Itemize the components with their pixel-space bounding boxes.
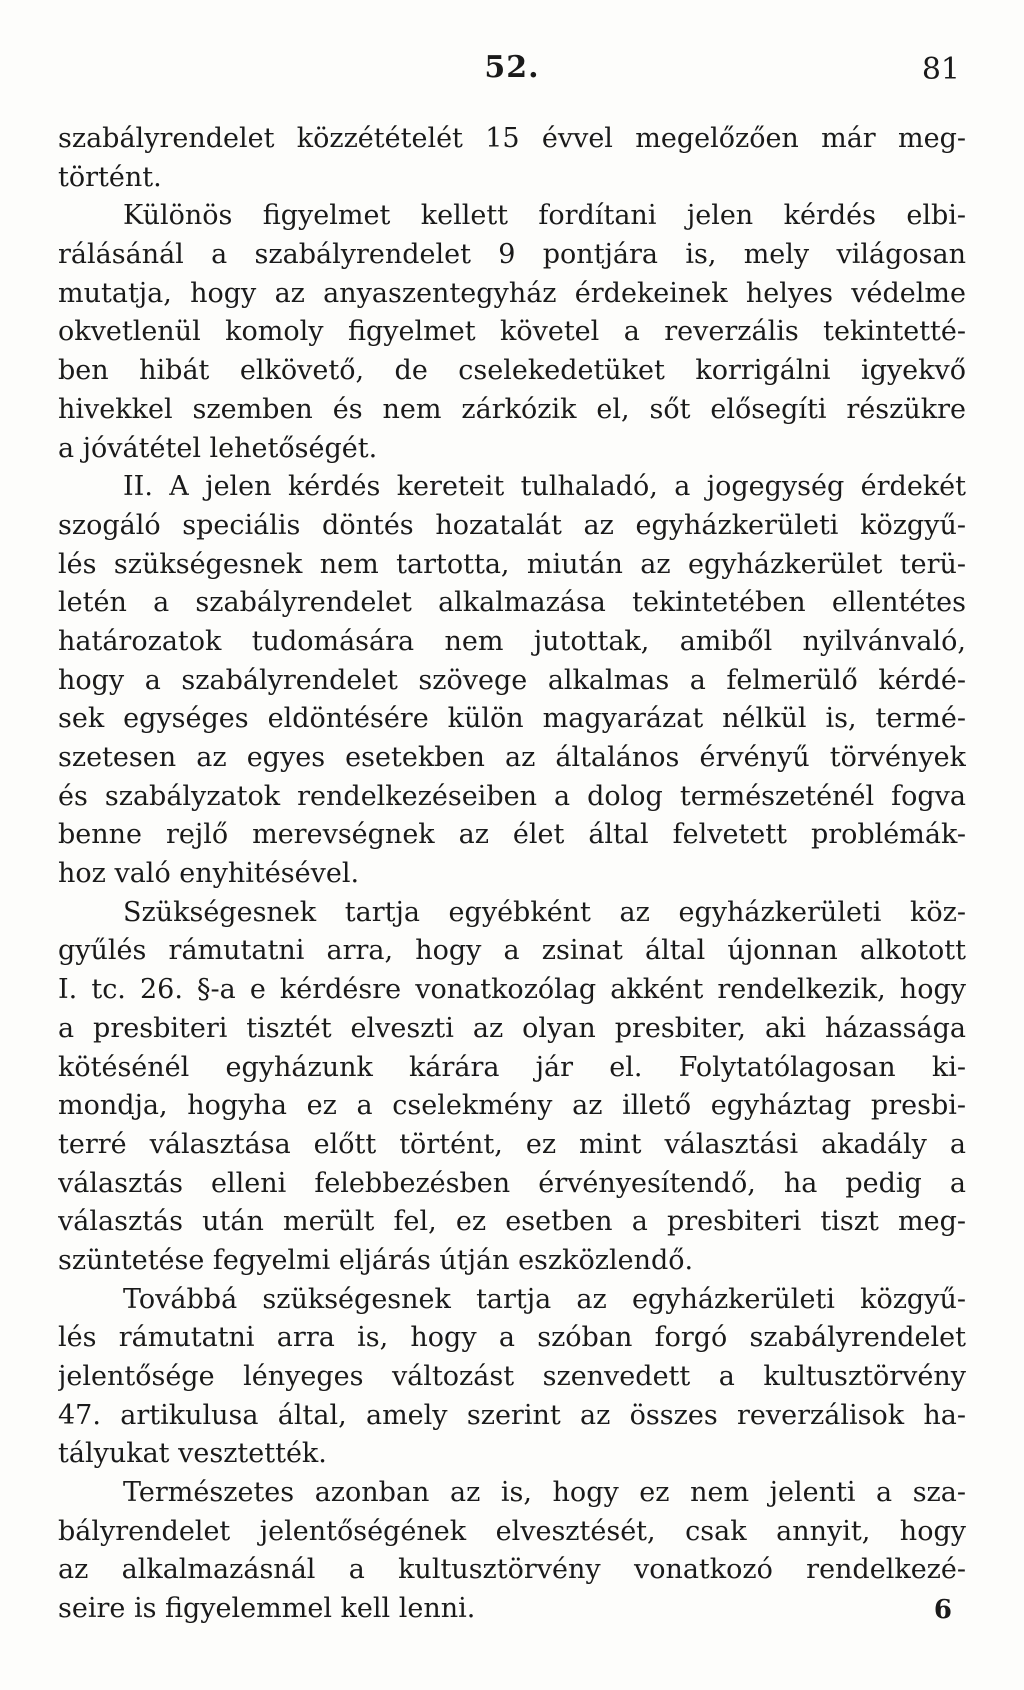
text-line: terré választása előtt történt, ez mint választási akadály a (58, 1128, 966, 1160)
text-line: és szabályzatok rendelkezéseiben a dolog természeténél fogva (58, 780, 966, 812)
text-line: jelentősége lényeges változást szenvedett a kultusztörvény (58, 1361, 966, 1392)
text-line: választás után merült fel, ez esetben a presbiteri tiszt meg- (58, 1206, 966, 1238)
text-line: szogáló speciális döntés hozatalát az egyházkerületi közgyű- (58, 509, 966, 541)
text-line: Szükségesnek tartja egyébként az egyházkerületi köz- (123, 896, 966, 928)
text-line: tályukat vesztették. (58, 1438, 327, 1470)
text-line: szüntetése fegyelmi eljárás útján eszközlendő. (58, 1244, 694, 1276)
signature-mark: 6 (933, 1595, 952, 1625)
text-line: rálásánál a szabályrendelet 9 pontjára is, mely világosan (58, 239, 966, 271)
text-line: seire is figyelemmel kell lenni. (58, 1593, 476, 1625)
text-line: a presbiteri tisztét elveszti az olyan presbiter, aki házassága (58, 1012, 966, 1044)
text-line: Különös figyelmet kellett fordítani jelen kérdés elbi- (123, 200, 966, 232)
text-line: II. A jelen kérdés kereteit tulhaladó, a jogegység érdekét (123, 471, 966, 503)
text-line: Továbbá szükségesnek tartja az egyházkerületi közgyű- (123, 1283, 966, 1315)
text-line: mondja, hogyha ez a cselekmény az illető egyháztag presbi- (58, 1090, 966, 1122)
text-line: az alkalmazásnál a kultusztörvény vonatkozó rendelkezé- (58, 1554, 966, 1586)
text-line: bályrendelet jelentőségének elvesztését, csak annyit, hogy (58, 1515, 966, 1547)
text-line: hoz való enyhitésével. (58, 858, 360, 890)
text-line: 47. artikulusa által, amely szerint az összes reverzálisok ha- (58, 1399, 966, 1431)
text-line: kötésénél egyházunk kárára jár el. Folytatólagosan ki- (58, 1051, 966, 1083)
body-text (58, 120, 966, 1629)
text-line: lés rámutatni arra is, hogy a szóban forgó szabályrendelet (58, 1322, 966, 1354)
text-line: hivekkel szemben és nem zárkózik el, sőt elősegíti részükre (58, 393, 966, 425)
text-line: hogy a szabályrendelet szövege alkalmas a felmerülő kérdé- (58, 664, 966, 696)
text-line: benne rejlő merevségnek az élet által felvetett problémák- (58, 819, 966, 851)
text-line: mutatja, hogy az anyaszentegyház érdekeinek helyes védelme (58, 277, 966, 309)
text-line: lés szükségesnek nem tartotta, miután az egyházkerület terü- (58, 548, 966, 580)
text-line: történt. (58, 161, 162, 193)
text-line: szabályrendelet közzétételét 15 évvel megelőzően már meg- (58, 123, 966, 154)
page-number: 81 (921, 52, 960, 87)
text-line: letén a szabályrendelet alkalmazása tekintetében ellentétes (58, 587, 966, 619)
text-line: okvetlenül komoly figyelmet követel a reverzális tekintetté- (58, 316, 966, 348)
text-line: I. tc. 26. §-a e kérdésre vonatkozólag akként rendelkezik, hogy (58, 974, 966, 1006)
text-line: ben hibát elkövető, de cselekedetüket korrigálni igyekvő (58, 355, 966, 387)
section-number: 52. (484, 50, 540, 85)
text-line: gyűlés rámutatni arra, hogy a zsinat által újonnan alkotott (58, 935, 966, 967)
text-line: szetesen az egyes esetekben az általános érvényű törvények (58, 742, 966, 773)
text-line: választás elleni felebbezésben érvényesítendő, ha pedig a (58, 1167, 966, 1199)
text-line: határozatok tudomására nem jutottak, amiből nyilvánvaló, (58, 625, 966, 657)
text-line: sek egységes eldöntésére külön magyarázat nélkül is, termé- (58, 703, 966, 735)
text-line: a jóvátétel lehetőségét. (58, 432, 378, 464)
text-line: Természetes azonban az is, hogy ez nem jelenti a sza- (123, 1477, 966, 1509)
